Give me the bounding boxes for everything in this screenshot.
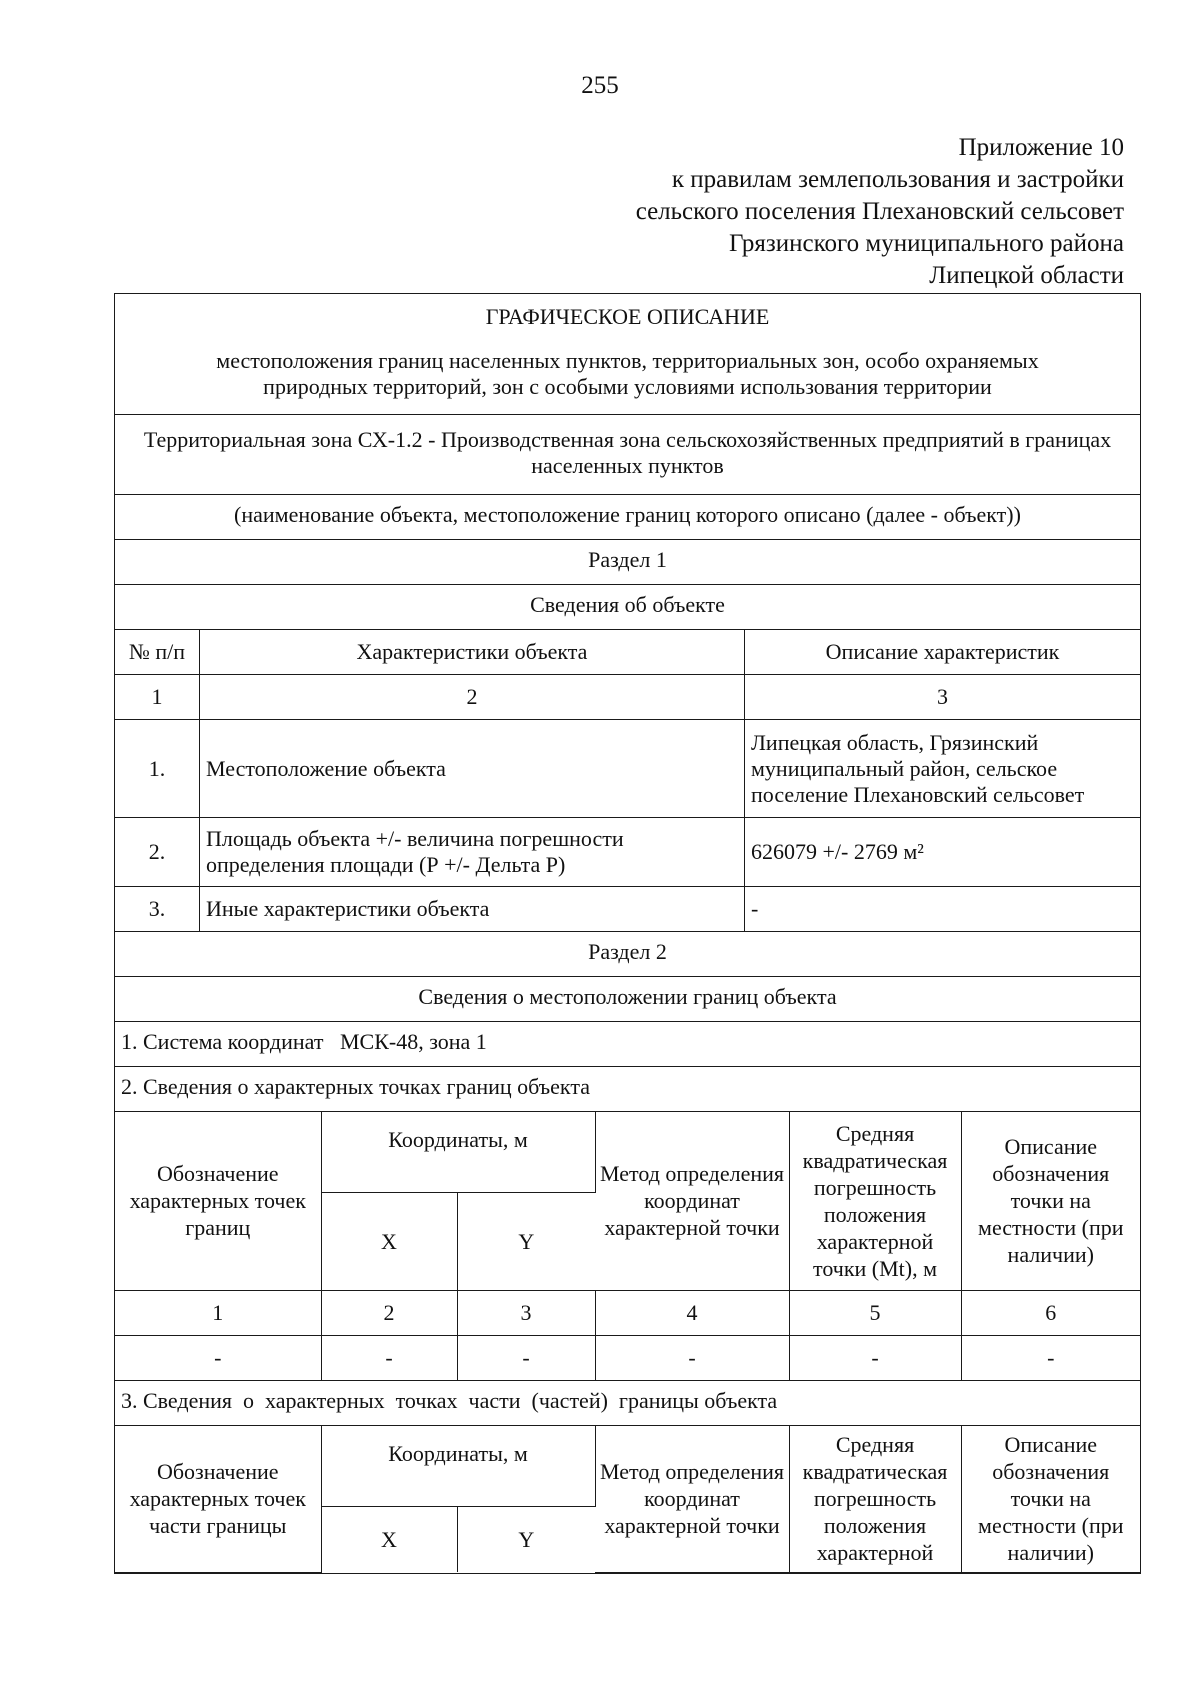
row-value: 626079 +/- 2769 м² <box>751 839 924 864</box>
section2-title: Сведения о местоположении границ объекта <box>115 977 1140 1022</box>
cell: - <box>457 1335 595 1380</box>
appendix-line: к правилам землепользования и застройки <box>671 166 1124 193</box>
table-row <box>115 1335 1140 1380</box>
hdr-error: Средняя квадратическая погрешность положения характерной точки (Mt), м <box>789 1112 961 1290</box>
hdr-x: X <box>321 1506 457 1572</box>
table-row <box>115 887 1140 932</box>
col-number: 4 <box>595 1290 789 1335</box>
hdr-coordinates: Координаты, м <box>321 1112 595 1192</box>
appendix-header <box>424 132 1124 292</box>
hdr-y: Y <box>457 1192 595 1290</box>
hdr-y: Y <box>518 1526 535 1552</box>
points-table <box>115 1112 1140 1380</box>
row-num: 3. <box>115 887 200 931</box>
hdr-method: Метод определения координат характерной точки <box>595 1112 789 1290</box>
col-number: 3 <box>937 684 948 709</box>
row-characteristic: Местоположение объекта <box>200 720 745 817</box>
row-characteristic: Иные характеристики объекта <box>200 887 745 931</box>
parts-table <box>115 1426 1140 1573</box>
appendix-line: Грязинского муниципального района <box>729 230 1124 257</box>
row-num: 2. <box>115 818 200 886</box>
section1-col-numbers <box>115 675 1140 720</box>
col-number: 1 <box>115 1290 321 1335</box>
points-table-wrap <box>115 1112 1140 1381</box>
col-header-characteristic: Характеристики объекта <box>200 630 745 674</box>
row-characteristic: Площадь объекта +/- величина погрешности определения площади (Р +/- Дельта Р) <box>200 818 745 886</box>
row-num: 1. <box>115 720 200 817</box>
page-number: 255 <box>581 72 619 99</box>
row-value: - <box>751 896 759 921</box>
col-header-num: № п/п <box>115 630 200 674</box>
table-row <box>115 720 1140 818</box>
parts-table-wrap <box>115 1426 1140 1573</box>
hdr-description: Описание обозначения точки на местности (при наличии) <box>961 1426 1140 1572</box>
points-title: 2. Сведения о характерных точках границ объекта <box>115 1067 1140 1112</box>
appendix-line: Липецкой области <box>929 262 1124 289</box>
hdr-x: X <box>321 1192 457 1290</box>
table-row <box>115 818 1140 887</box>
col-number: 6 <box>961 1290 1140 1335</box>
hdr-description: Описание обозначения точки на местности (при наличии) <box>961 1112 1140 1290</box>
object-note: (наименование объекта, местоположение границ которого описано (далее - объект)) <box>115 495 1140 540</box>
section1-header-row <box>115 630 1140 675</box>
section1-title: Сведения об объекте <box>115 585 1140 630</box>
cell: - <box>595 1335 789 1380</box>
col-number: 1 <box>115 675 200 719</box>
appendix-line: Приложение 10 <box>958 134 1124 161</box>
col-number: 3 <box>457 1290 595 1335</box>
col-header-description: Описание характеристик <box>825 639 1060 664</box>
appendix-line: сельского поселения Плехановский сельсовет <box>635 198 1124 225</box>
row-value: Липецкая область, Грязинский муниципальный район, сельское поселение Плехановский сельсовет <box>751 729 1085 807</box>
form-title-block <box>115 294 1140 415</box>
col-number: 5 <box>789 1290 961 1335</box>
hdr-coordinates: Координаты, м <box>321 1426 595 1506</box>
cell: - <box>789 1335 961 1380</box>
form-subtitle: местоположения границ населенных пунктов, территориальных зон, особо охраняемых природных территорий, зон с особыми условиями использования территории <box>216 348 1039 399</box>
cell: - <box>321 1335 457 1380</box>
hdr-designation: Обозначение характерных точек границ <box>115 1112 321 1290</box>
cell: - <box>1047 1345 1055 1371</box>
parts-title: 3. Сведения о характерных точках части (частей) границы объекта <box>115 1381 1140 1426</box>
section2-label: Раздел 2 <box>115 932 1140 977</box>
graphic-description-form <box>114 293 1141 1574</box>
hdr-error: Средняя квадратическая погрешность положения характерной <box>789 1426 961 1572</box>
form-title: ГРАФИЧЕСКОЕ ОПИСАНИЕ <box>485 304 770 329</box>
col-number: 2 <box>200 675 745 719</box>
hdr-designation: Обозначение характерных точек части границы <box>115 1426 321 1572</box>
section1-label: Раздел 1 <box>115 540 1140 585</box>
hdr-method: Метод определения координат характерной точки <box>595 1426 789 1572</box>
col-number: 2 <box>321 1290 457 1335</box>
cell: - <box>115 1335 321 1380</box>
coord-system: 1. Система координат МСК-48, зона 1 <box>115 1022 1140 1067</box>
zone-name: Территориальная зона СХ-1.2 - Производственная зона сельскохозяйственных предприятий в границах населенных пунктов <box>115 415 1140 495</box>
